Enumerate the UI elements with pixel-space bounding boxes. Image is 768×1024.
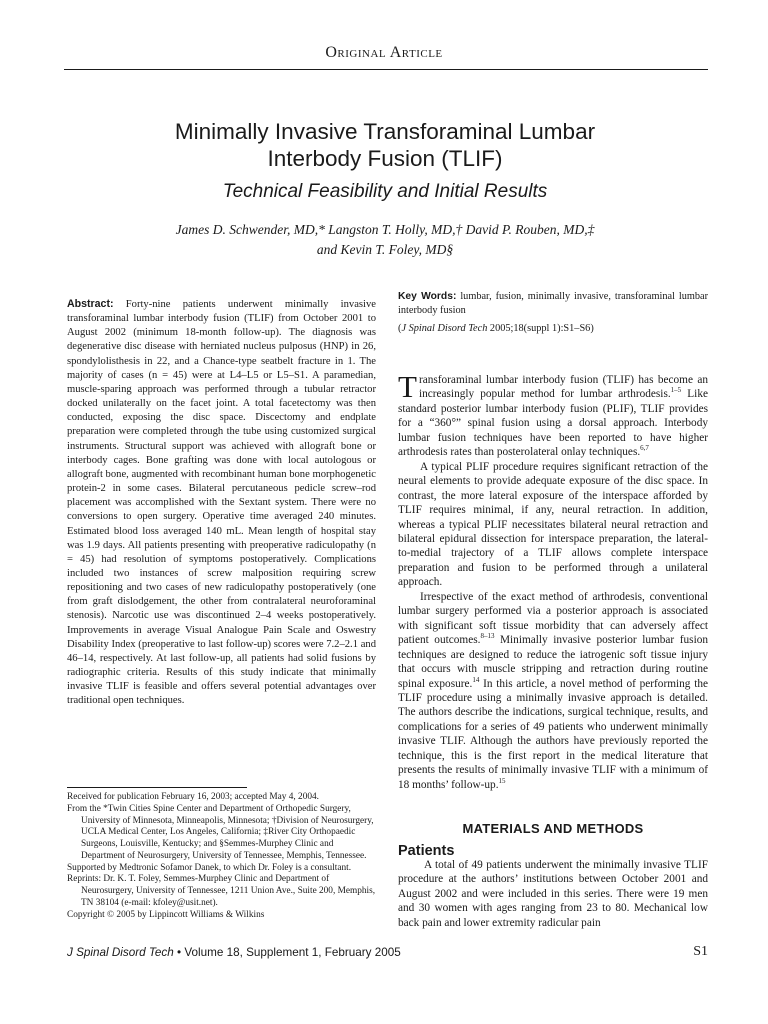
header-rule <box>64 69 708 70</box>
footer-bullet: • <box>173 946 185 959</box>
section-label: Original Article <box>325 44 443 61</box>
footnote-reprints: Reprints: Dr. K. T. Foley, Semmes-Murphey Clinic and Department of Neurosurgery, University of Tennessee, 1211 Union Ave., Suite 200, Memphis, TN 38104 (e-mail: kfoley@usit.net). <box>67 874 376 908</box>
footnote-support: Supported by Medtronic Sofamor Danek, to which Dr. Foley is a consultant. <box>67 862 352 873</box>
paragraph-3-text-b: Minimally invasive posterior lumbar fusion techniques are designed to reduce the iatrogenic soft tissue injury that occurs with muscle stripping and retraction during routine spinal exposure. <box>398 634 708 690</box>
keywords-text: lumbar, fusion, minimally invasive, transforaminal lumbar interbody fusion <box>398 291 708 316</box>
page-number: S1 <box>693 944 708 959</box>
article-subtitle: Technical Feasibility and Initial Results <box>222 181 548 202</box>
patients-paragraph: A total of 49 patients underwent the minimally invasive TLIF procedure at the authors’ institutions between October 2001 and August 2002 and were included in this series. There were 19 men and 30 women with ages ranging from 23 to 80. Mechanical low back pain and lower extremity radicular pain <box>398 859 708 929</box>
drop-cap: T <box>398 369 417 404</box>
footnotes <box>67 792 379 921</box>
title-line-1: Minimally Invasive Transforaminal Lumbar <box>174 119 596 144</box>
authors-line-1: James D. Schwender, MD,* Langston T. Holly, MD,† David P. Rouben, MD,‡ <box>175 222 595 237</box>
reference-superscript: 6,7 <box>640 444 649 453</box>
paragraph-1-text-a: ransforaminal lumbar interbody fusion (TLIF) has become an increasingly popular method for lumbar arthrodesis. <box>418 374 708 401</box>
paragraph-2: A typical PLIF procedure requires significant retraction of the neural elements to provide adequate exposure of the disc space. In contrast, the more lateral exposure of the interspace afforded by TLIF requires minimal, if any, neural retraction. In addition, whereas a typical PLIF necessitates bilateral neural retraction and bilateral epidural dissection for interspace preparation, the lateral-to-medial trajectory of a TLIF allows complete interspace preparation and fusion to be performed through a unilateral approach. <box>398 460 708 589</box>
authors-line-2: and Kevin T. Foley, MD§ <box>316 242 454 257</box>
footer-journal: J Spinal Disord Tech <box>67 946 174 959</box>
paragraph-3 <box>398 590 708 792</box>
footnote-received: Received for publication February 16, 2003; accepted May 4, 2004. <box>67 792 319 802</box>
citation-details: 2005;18(suppl 1):S1–S6 <box>489 323 591 334</box>
citation-journal: J Spinal Disord Tech <box>401 323 488 334</box>
page-footer <box>67 946 401 959</box>
patients-subheading: Patients <box>398 843 455 859</box>
footer-volume: Volume 18, Supplement 1, February 2005 <box>184 946 401 959</box>
abstract <box>67 297 376 709</box>
reference-superscript: 1–5 <box>670 386 682 395</box>
title-line-2: Interbody Fusion (TLIF) <box>267 146 503 171</box>
paragraph-1-text-b: Like standard posterior lumbar interbody fusion (PLIF), TLIF provides for a “360°” spinal fusion using a dorsal approach. Interbody lumbar fusion techniques have been reported to have higher arthrodesis rates than posterolateral onlay techniques. <box>398 388 708 459</box>
methods-heading: MATERIALS AND METHODS <box>462 821 644 836</box>
author-list <box>60 220 710 260</box>
citation: (J Spinal Disord Tech 2005;18(suppl 1):S1–S6) <box>398 323 594 334</box>
reference-superscript: 14 <box>472 675 480 684</box>
paragraph-3-text-a: Irrespective of the exact method of arthrodesis, conventional lumbar surgery performed via a posterior approach is associated with significant soft tissue morbidity that can adversely affect patient outcomes. <box>398 590 708 647</box>
paragraph-3-text-c: In this article, a novel method of performing the TLIF procedure using a minimally invasive approach is detailed. The authors describe the indications, surgical technique, results, and complications for a series of 49 patients who underwent minimally invasive TLIF. Although the authors have previously reported the technique, this is the first report in the medical literature that presents the results of minimally invasive TLIF with a minimum of 18 months’ follow-up. <box>398 677 708 791</box>
introduction-text <box>398 369 708 792</box>
footnote-affiliations: From the *Twin Cities Spine Center and Department of Orthopedic Surgery, University of Minnesota, Minneapolis, Minnesota; †Division of Neurosurgery, UCLA Medical Center, Los Angeles, California; ‡River City Orthopaedic Surgeons, Louisville, Kentucky; and §Semmes-Murphey Clinic and Department of Neurosurgery, University of Tennessee, Memphis, Tennessee. <box>67 803 374 861</box>
keywords <box>398 290 708 318</box>
footnote-rule <box>67 787 247 788</box>
keywords-label: Key Words: <box>398 291 457 302</box>
footnote-copyright: Copyright © 2005 by Lippincott Williams & Wilkins <box>67 909 265 920</box>
paragraph-1 <box>398 369 708 460</box>
reference-superscript: 8–13 <box>480 632 495 641</box>
patients-text <box>398 858 708 930</box>
abstract-label: Abstract: <box>67 298 114 310</box>
abstract-text: Forty-nine patients underwent minimally invasive transforaminal lumbar interbody fusion (TLIF) from October 2001 to August 2002 (minimum 18-month follow-up). The diagnosis was degenerative disc disease with herniated nucleus pulposus (HNP) in 26, spondylolisthesis in 22, and a Chance-type seatbelt fracture in 1. The majority of cases (n = 45) were at L4–L5 or L5–S1. A paramedian, muscle-sparing approach was performed through a tubular retractor docked unilaterally on the facet joint. A total facetectomy was then conducted, exposing the disc space. Discectomy and endplate preparation were completed through the tube using customized surgical instruments. Structural support was achieved with allograft bone or interbody cages. Bone grafting was done with local autologous or allograft bone, augmented with recombinant human bone morphogenetic protein-2 in some cases. Bilateral percutaneous pedicle screw–rod placement was accomplished with the Sextant system. There were no conversions to open surgery. Operative time averaged 240 minutes. Estimated blood loss averaged 140 mL. Mean length of hospital stay was 1.9 days. All patients presenting with preoperative radiculopathy (n = 45) had resolution of symptoms postoperatively. Complications included two instances of screw malposition requiring screw repositioning and two cases of new radiculopathy postoperatively (one from graft dislodgement, the other from contralateral neuroforaminal stenosis). Narcotic use was discontinued 2–4 weeks postoperatively. Improvements in average Visual Analogue Pain Scale and Oswestry Disability Index (preoperative to last follow-up) scores were 7.2–2.1 and 46–14, respectively. At last follow-up, all patients had solid fusions by radiographic criteria. Results of this study indicate that minimally invasive TLIF is feasible and offers several potential advantages over traditional open techniques. <box>67 299 376 707</box>
article-title <box>60 118 710 172</box>
reference-superscript: 15 <box>498 776 506 785</box>
